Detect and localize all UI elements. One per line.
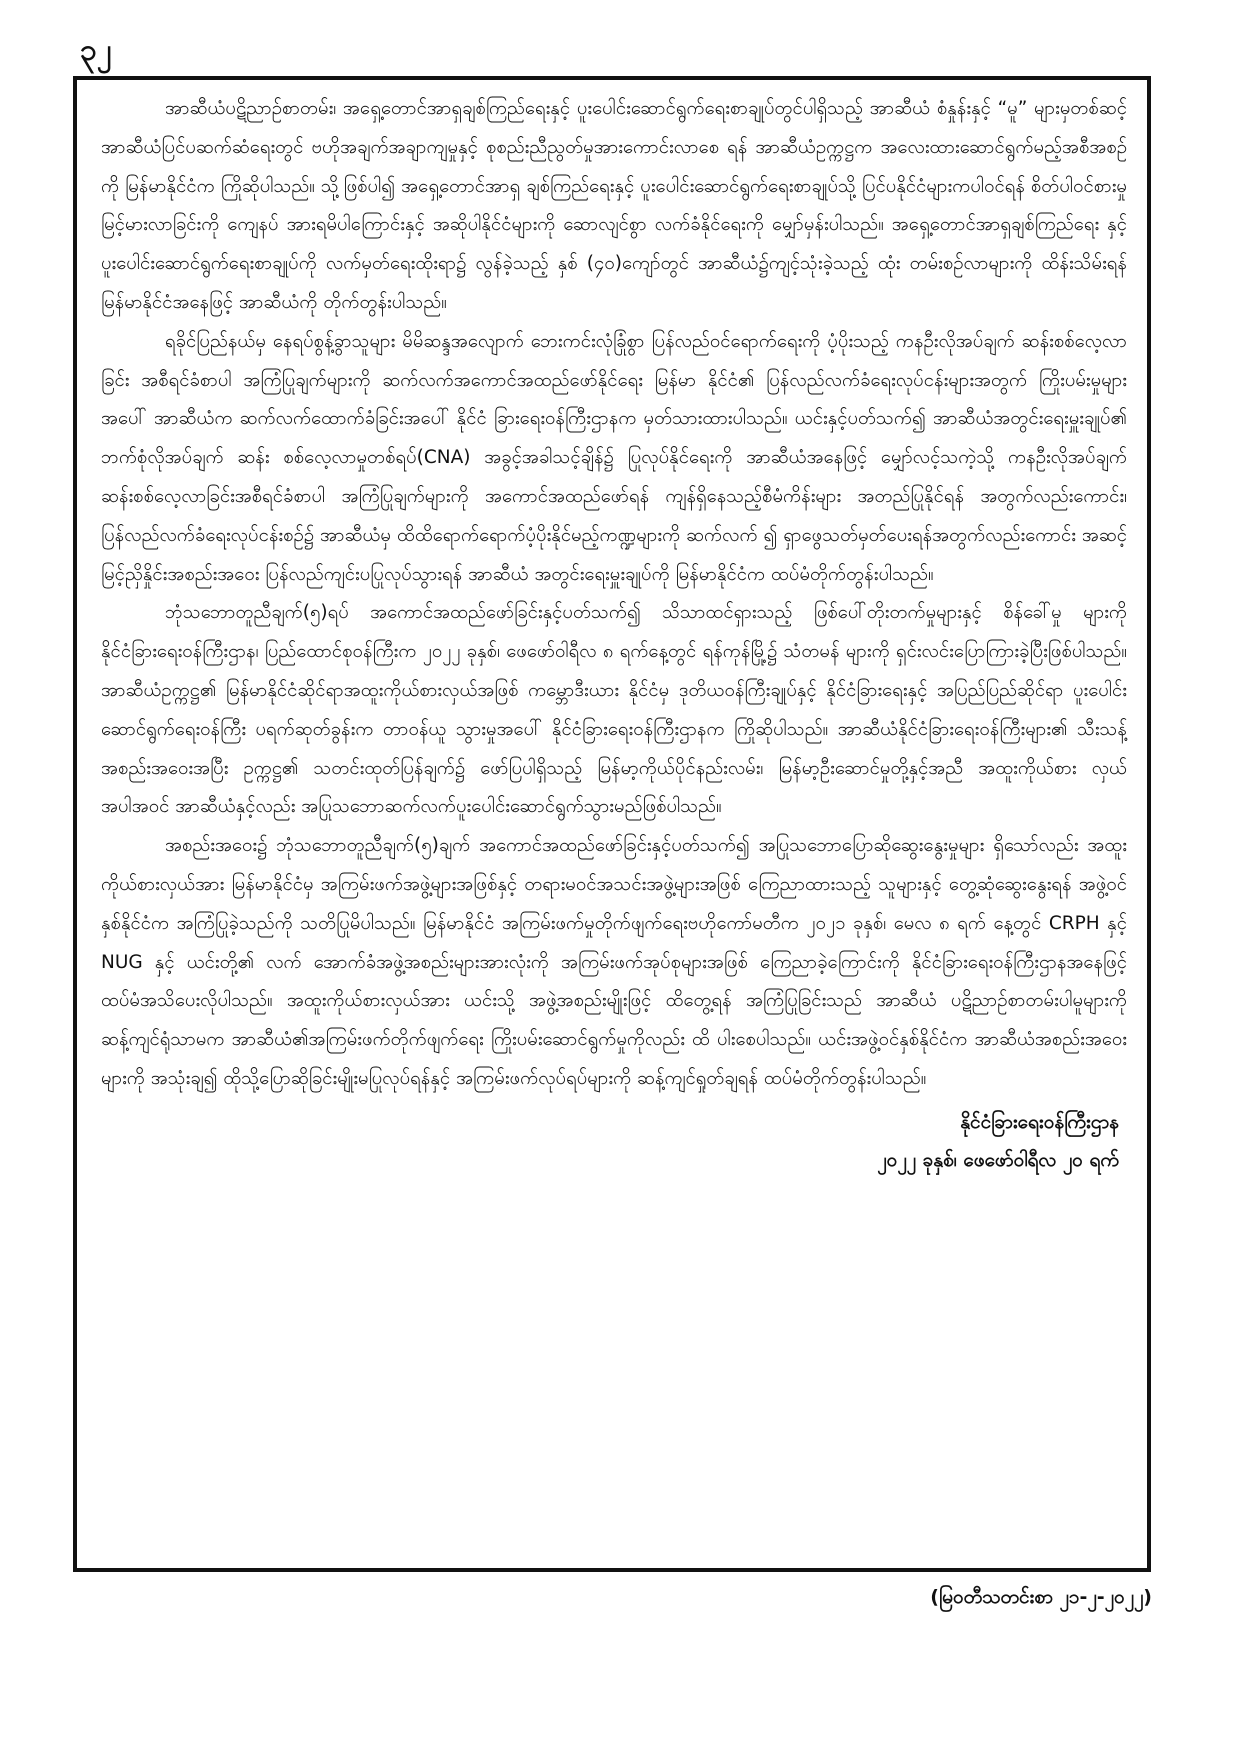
paragraph-3: ဘုံသဘောတူညီချက်(၅)ရပ် အကောင်အထည်ဖော်ခြင်းနှင့်ပတ်သက်၍ သိသာထင်ရှားသည့် ဖြစ်ပေါ်တိုးတက်မှုများနှင့် စိန်ခေါ်မှု များကို နိုင်ငံခြားရေးဝန်ကြီးဌာန၊ ပြည်ထောင်စုဝန်ကြီးက ၂၀၂၂ ခုနှစ်၊ ဖေဖော်ဝါရီလ ၈ ရက်နေ့တွင် ရန်ကုန်မြို့၌ သံတမန် များကို ရှင်းလင်းပြောကြားခဲ့ပြီးဖြစ်ပါသည်။ အာဆီယံဥက္ကဋ္ဌ၏ မြန်မာနိုင်ငံဆိုင်ရာအထူးကိုယ်စားလှယ်အဖြစ် ကမ္ဘောဒီးယား နိုင်ငံမှ ဒုတိယဝန်ကြီးချုပ်နှင့် နိုင်ငံခြားရေးနှင့် အပြည်ပြည်ဆိုင်ရာ ပူးပေါင်းဆောင်ရွက်ရေးဝန်ကြီး ပရက်ဆုတ်ခွန်းက တာဝန်ယူ သွားမှုအပေါ် နိုင်ငံခြားရေးဝန်ကြီးဌာနက ကြိုဆိုပါသည်။ အာဆီယံနိုင်ငံခြားရေးဝန်ကြီးများ၏ သီးသန့်အစည်းအဝေးအပြီး ဥက္ကဋ္ဌ၏ သတင်းထုတ်ပြန်ချက်၌ ဖော်ပြပါရှိသည့် မြန်မာ့ကိုယ်ပိုင်နည်းလမ်း၊ မြန်မာ့ဦးဆောင်မှုတို့နှင့်အညီ အထူးကိုယ်စား လှယ်အပါအဝင် အာဆီယံနှင့်လည်း အပြုသဘောဆက်လက်ပူးပေါင်းဆောင်ရွက်သွားမည်ဖြစ်ပါသည်။: [101, 602, 1127, 818]
source-citation: (မြဝတီသတင်းစာ ၂၁-၂-၂၀၂၂): [930, 1586, 1152, 1608]
document-frame: [73, 76, 1151, 1572]
paragraph-4: အစည်းအဝေး၌ ဘုံသဘောတူညီချက်(၅)ချက် အကောင်အထည်ဖော်ခြင်းနှင့်ပတ်သက်၍ အပြုသဘောပြောဆိုဆွေးနွေးမှုများ ရှိသော်လည်း အထူးကိုယ်စားလှယ်အား မြန်မာနိုင်ငံမှ အကြမ်းဖက်အဖွဲ့များအဖြစ်နှင့် တရားမဝင်အသင်းအဖွဲ့များအဖြစ် ကြေညာထားသည့် သူများနှင့် တွေ့ဆုံဆွေးနွေးရန် အဖွဲ့ဝင်နှစ်နိုင်ငံက အကြံပြုခဲ့သည်ကို သတိပြုမိပါသည်။ မြန်မာနိုင်ငံ အကြမ်းဖက်မှုတိုက်ဖျက်ရေးဗဟိုကော်မတီက ၂၀၂၁ ခုနှစ်၊ မေလ ၈ ရက် နေ့တွင် CRPH နှင့် NUG နှင့် ယင်းတို့၏ လက် အောက်ခံအဖွဲ့အစည်းများအားလုံးကို အကြမ်းဖက်အုပ်စုများအဖြစ် ကြေညာခဲ့ကြောင်းကို နိုင်ငံခြားရေးဝန်ကြီးဌာနအနေဖြင့် ထပ်မံအသိပေးလိုပါသည်။ အထူးကိုယ်စားလှယ်အား ယင်းသို့ အဖွဲ့အစည်းမျိုးဖြင့် ထိတွေ့ရန် အကြံပြုခြင်းသည် အာဆီယံ ပဋိညာဉ်စာတမ်းပါမူများကို ဆန့်ကျင်ရုံသာမက အာဆီယံ၏အကြမ်းဖက်တိုက်ဖျက်ရေး ကြိုးပမ်းဆောင်ရွက်မှုကိုလည်း ထိ ပါးစေပါသည်။ ယင်းအဖွဲ့ဝင်နှစ်နိုင်ငံက အာဆီယံအစည်းအဝေးများကို အသုံးချ၍ ထိုသို့ပြောဆိုခြင်းမျိုးမပြုလုပ်ရန်နှင့် အကြမ်းဖက်လုပ်ရပ်များကို ဆန့်ကျင်ရှုတ်ချရန် ထပ်မံတိုက်တွန်းပါသည်။: [101, 835, 1127, 1089]
page-number: ၃၂: [80, 33, 112, 68]
signature-office: နိုင်ငံခြားရေးဝန်ကြီးဌာန: [960, 1110, 1119, 1133]
paragraph-2: ရခိုင်ပြည်နယ်မှ နေရပ်စွန့်ခွာသူများ မိမိဆန္ဒအလျောက် ဘေးကင်းလုံခြုံစွာ ပြန်လည်ဝင်ရောက်ရေးကို ပံ့ပိုးသည့် ကနဦးလိုအပ်ချက် ဆန်းစစ်လေ့လာခြင်း အစီရင်ခံစာပါ အကြံပြုချက်များကို ဆက်လက်အကောင်အထည်ဖော်နိုင်ရေး မြန်မာ နိုင်ငံ၏ ပြန်လည်လက်ခံရေးလုပ်ငန်းများအတွက် ကြိုးပမ်းမှုများအပေါ် အာဆီယံက ဆက်လက်ထောက်ခံခြင်းအပေါ် နိုင်ငံ ခြားရေးဝန်ကြီးဌာနက မှတ်သားထားပါသည်။ ယင်းနှင့်ပတ်သက်၍ အာဆီယံအတွင်းရေးမှူးချုပ်၏ ဘက်စုံလိုအပ်ချက် ဆန်း စစ်လေ့လာမှုတစ်ရပ်(CNA) အခွင့်အခါသင့်ချိန်၌ ပြုလုပ်နိုင်ရေးကို အာဆီယံအနေဖြင့် မျှော်လင့်သကဲ့သို့ ကနဦးလိုအပ်ချက် ဆန်းစစ်လေ့လာခြင်းအစီရင်ခံစာပါ အကြံပြုချက်များကို အကောင်အထည်ဖော်ရန် ကျန်ရှိနေသည့်စီမံကိန်းများ အတည်ပြုနိုင်ရန် အတွက်လည်းကောင်း၊ ပြန်လည်လက်ခံရေးလုပ်ငန်းစဉ်၌ အာဆီယံမှ ထိထိရောက်ရောက်ပံ့ပိုးနိုင်မည့်ကဏ္ဍများကို ဆက်လက် ၍ ရှာဖွေသတ်မှတ်ပေးရန်အတွက်လည်းကောင်း အဆင့်မြင့်ညှိနှိုင်းအစည်းအဝေး ပြန်လည်ကျင်းပပြုလုပ်သွားရန် အာဆီယံ အတွင်းရေးမှူးချုပ်ကို မြန်မာနိုင်ငံက ထပ်မံတိုက်တွန်းပါသည်။: [101, 330, 1127, 585]
signature-block: [101, 1103, 1119, 1179]
signature-date: ၂၀၂၂ ခုနှစ်၊ ဖေဖော်ဝါရီလ ၂၀ ရက်: [877, 1148, 1119, 1171]
paragraph-1: အာဆီယံပဋိညာဉ်စာတမ်း၊ အရှေ့တောင်အာရှချစ်ကြည်ရေးနှင့် ပူးပေါင်းဆောင်ရွက်ရေးစာချုပ်တွင်ပါရှိသည့် အာဆီယံ စံနှုန်းနှင့် “မူ” များမှတစ်ဆင့် အာဆီယံပြင်ပဆက်ဆံရေးတွင် ဗဟိုအချက်အချာကျမှုနှင့် စုစည်းညီညွတ်မှုအားကောင်းလာစေ ရန် အာဆီယံဥက္ကဋ္ဌက အလေးထားဆောင်ရွက်မည့်အစီအစဉ်ကို မြန်မာနိုင်ငံက ကြိုဆိုပါသည်။ သို့ဖြစ်ပါ၍ အရှေ့တောင်အာရှ ချစ်ကြည်ရေးနှင့် ပူးပေါင်းဆောင်ရွက်ရေးစာချုပ်သို့ ပြင်ပနိုင်ငံများကပါဝင်ရန် စိတ်ပါဝင်စားမှုမြင့်မားလာခြင်းကို ကျေနပ် အားရမိပါကြောင်းနှင့် အဆိုပါနိုင်ငံများကို ဆောလျင်စွာ လက်ခံနိုင်ရေးကို မျှော်မှန်းပါသည်။ အရှေ့တောင်အာရှချစ်ကြည်ရေး နှင့် ပူးပေါင်းဆောင်ရွက်ရေးစာချုပ်ကို လက်မှတ်ရေးထိုးရာ၌ လွန်ခဲ့သည့် နှစ် (၄၀)ကျော်တွင် အာဆီယံ၌ကျင့်သုံးခဲ့သည့် ထုံး တမ်းစဉ်လာများကို ထိန်းသိမ်းရန် မြန်မာနိုင်ငံအနေဖြင့် အာဆီယံကို တိုက်တွန်းပါသည်။: [101, 98, 1127, 313]
